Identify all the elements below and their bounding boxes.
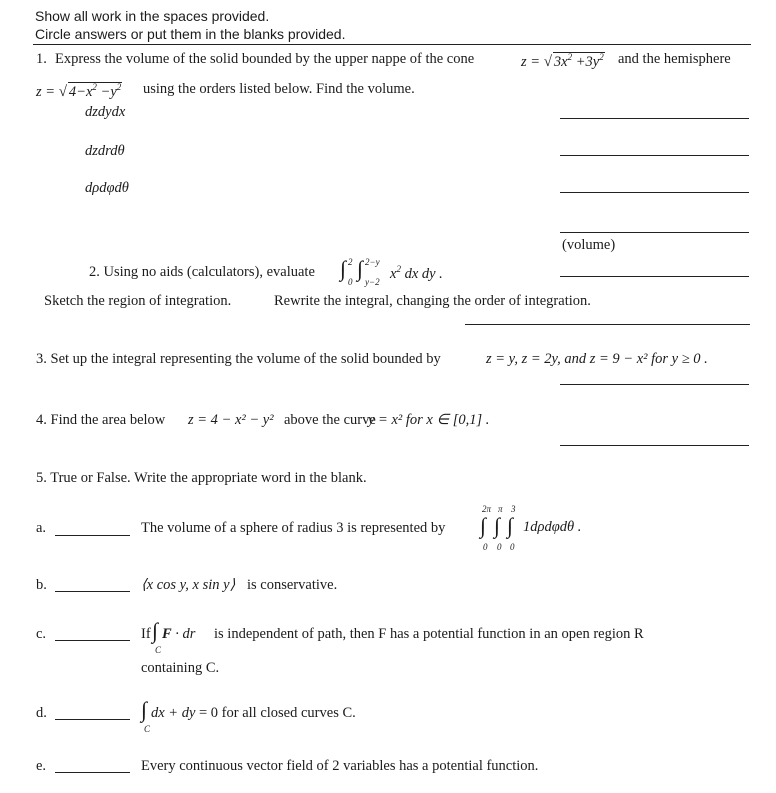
q1-text-c: using the orders listed below. Find the volume.: [143, 81, 415, 97]
q2-sketch-prompt: Sketch the region of integration.: [44, 293, 232, 309]
q3-text: 3. Set up the integral representing the volume of the solid bounded by: [36, 351, 441, 367]
q1-blank-3[interactable]: [560, 192, 749, 193]
q5a-triple-integral: 2π π 3 ∫ ∫ ∫ 0 0 0 1dρdφdθ .: [480, 504, 582, 552]
q5a-text: The volume of a sphere of radius 3 is represented by: [141, 520, 446, 536]
q1-order-3: dρdφdθ: [85, 180, 129, 196]
header-divider: [33, 44, 751, 45]
q2-rewrite-blank[interactable]: [465, 324, 750, 325]
q2-text: 2. Using no aids (calculators), evaluate: [89, 264, 315, 280]
q2-integral: ∫ 2 0 ∫ 2−y y−2 $x^2$ dx dy .: [340, 256, 443, 287]
q5d-blank[interactable]: [55, 719, 130, 720]
q2-answer-blank[interactable]: [560, 276, 749, 277]
q4-text-2: above the curve: [284, 412, 376, 428]
q5d-label: d.: [36, 705, 47, 721]
q5c-label: c.: [36, 626, 47, 642]
q5e-text: Every continuous vector field of 2 variables has a potential function.: [141, 758, 539, 774]
q1-order-2: dzdrdθ: [85, 143, 125, 159]
q5d-line-integral: ∫ dx + dy C: [141, 697, 196, 734]
q5c-text: is independent of path, then F has a potential function in an open region R: [214, 626, 644, 642]
q1-order-1: dzdydx: [85, 104, 126, 120]
q2-rewrite-prompt: Rewrite the integral, changing the order of integration.: [274, 293, 591, 309]
q3-equations: z = y, z = 2y, and z = 9 − x² for y ≥ 0 .: [486, 351, 708, 367]
instruction-line-2: Circle answers or put them in the blanks provided.: [35, 26, 346, 42]
q5c-line-integral: ∫ F · dr C: [152, 618, 196, 655]
q5a-label: a.: [36, 520, 47, 536]
q5-instructions: 5. True or False. Write the appropriate word in the blank.: [36, 470, 367, 486]
q1-blank-2[interactable]: [560, 155, 749, 156]
q5b-text: is conservative.: [247, 577, 338, 593]
q4-curve-eq: y = x² for x ∈ [0,1] .: [368, 412, 490, 428]
q5b-label: b.: [36, 577, 47, 593]
q5e-blank[interactable]: [55, 772, 130, 773]
q5c-text-2: containing C.: [141, 660, 220, 676]
q1-blank-1[interactable]: [560, 118, 749, 119]
q5d-text: = 0 for all closed curves C.: [199, 705, 356, 721]
q1-cone-equation: z = √ $3x^2 +3y^2$: [521, 52, 604, 70]
q5c-text-pre: If: [141, 626, 151, 642]
q1-volume-blank[interactable]: [560, 232, 749, 233]
q3-answer-blank[interactable]: [560, 384, 749, 385]
q4-text: 4. Find the area below: [36, 412, 166, 428]
q1-hemisphere-equation: z = √ $4-x^2 -y^2$: [36, 82, 122, 100]
q1-volume-label: (volume): [562, 237, 616, 253]
q1-text-b: and the hemisphere: [618, 51, 731, 67]
q5a-blank[interactable]: [55, 535, 130, 536]
q4-answer-blank[interactable]: [560, 445, 749, 446]
instruction-line-1: Show all work in the spaces provided.: [35, 8, 270, 24]
q5b-vector-field: ⟨x cos y, x sin y⟩: [141, 577, 236, 593]
q1-text-a: Express the volume of the solid bounded by the upper nappe of the cone: [55, 51, 475, 67]
q1-number: 1.: [36, 51, 47, 67]
q5e-label: e.: [36, 758, 47, 774]
q5c-blank[interactable]: [55, 640, 130, 641]
q5b-blank[interactable]: [55, 591, 130, 592]
q4-surface-eq: z = 4 − x² − y²: [188, 412, 274, 428]
